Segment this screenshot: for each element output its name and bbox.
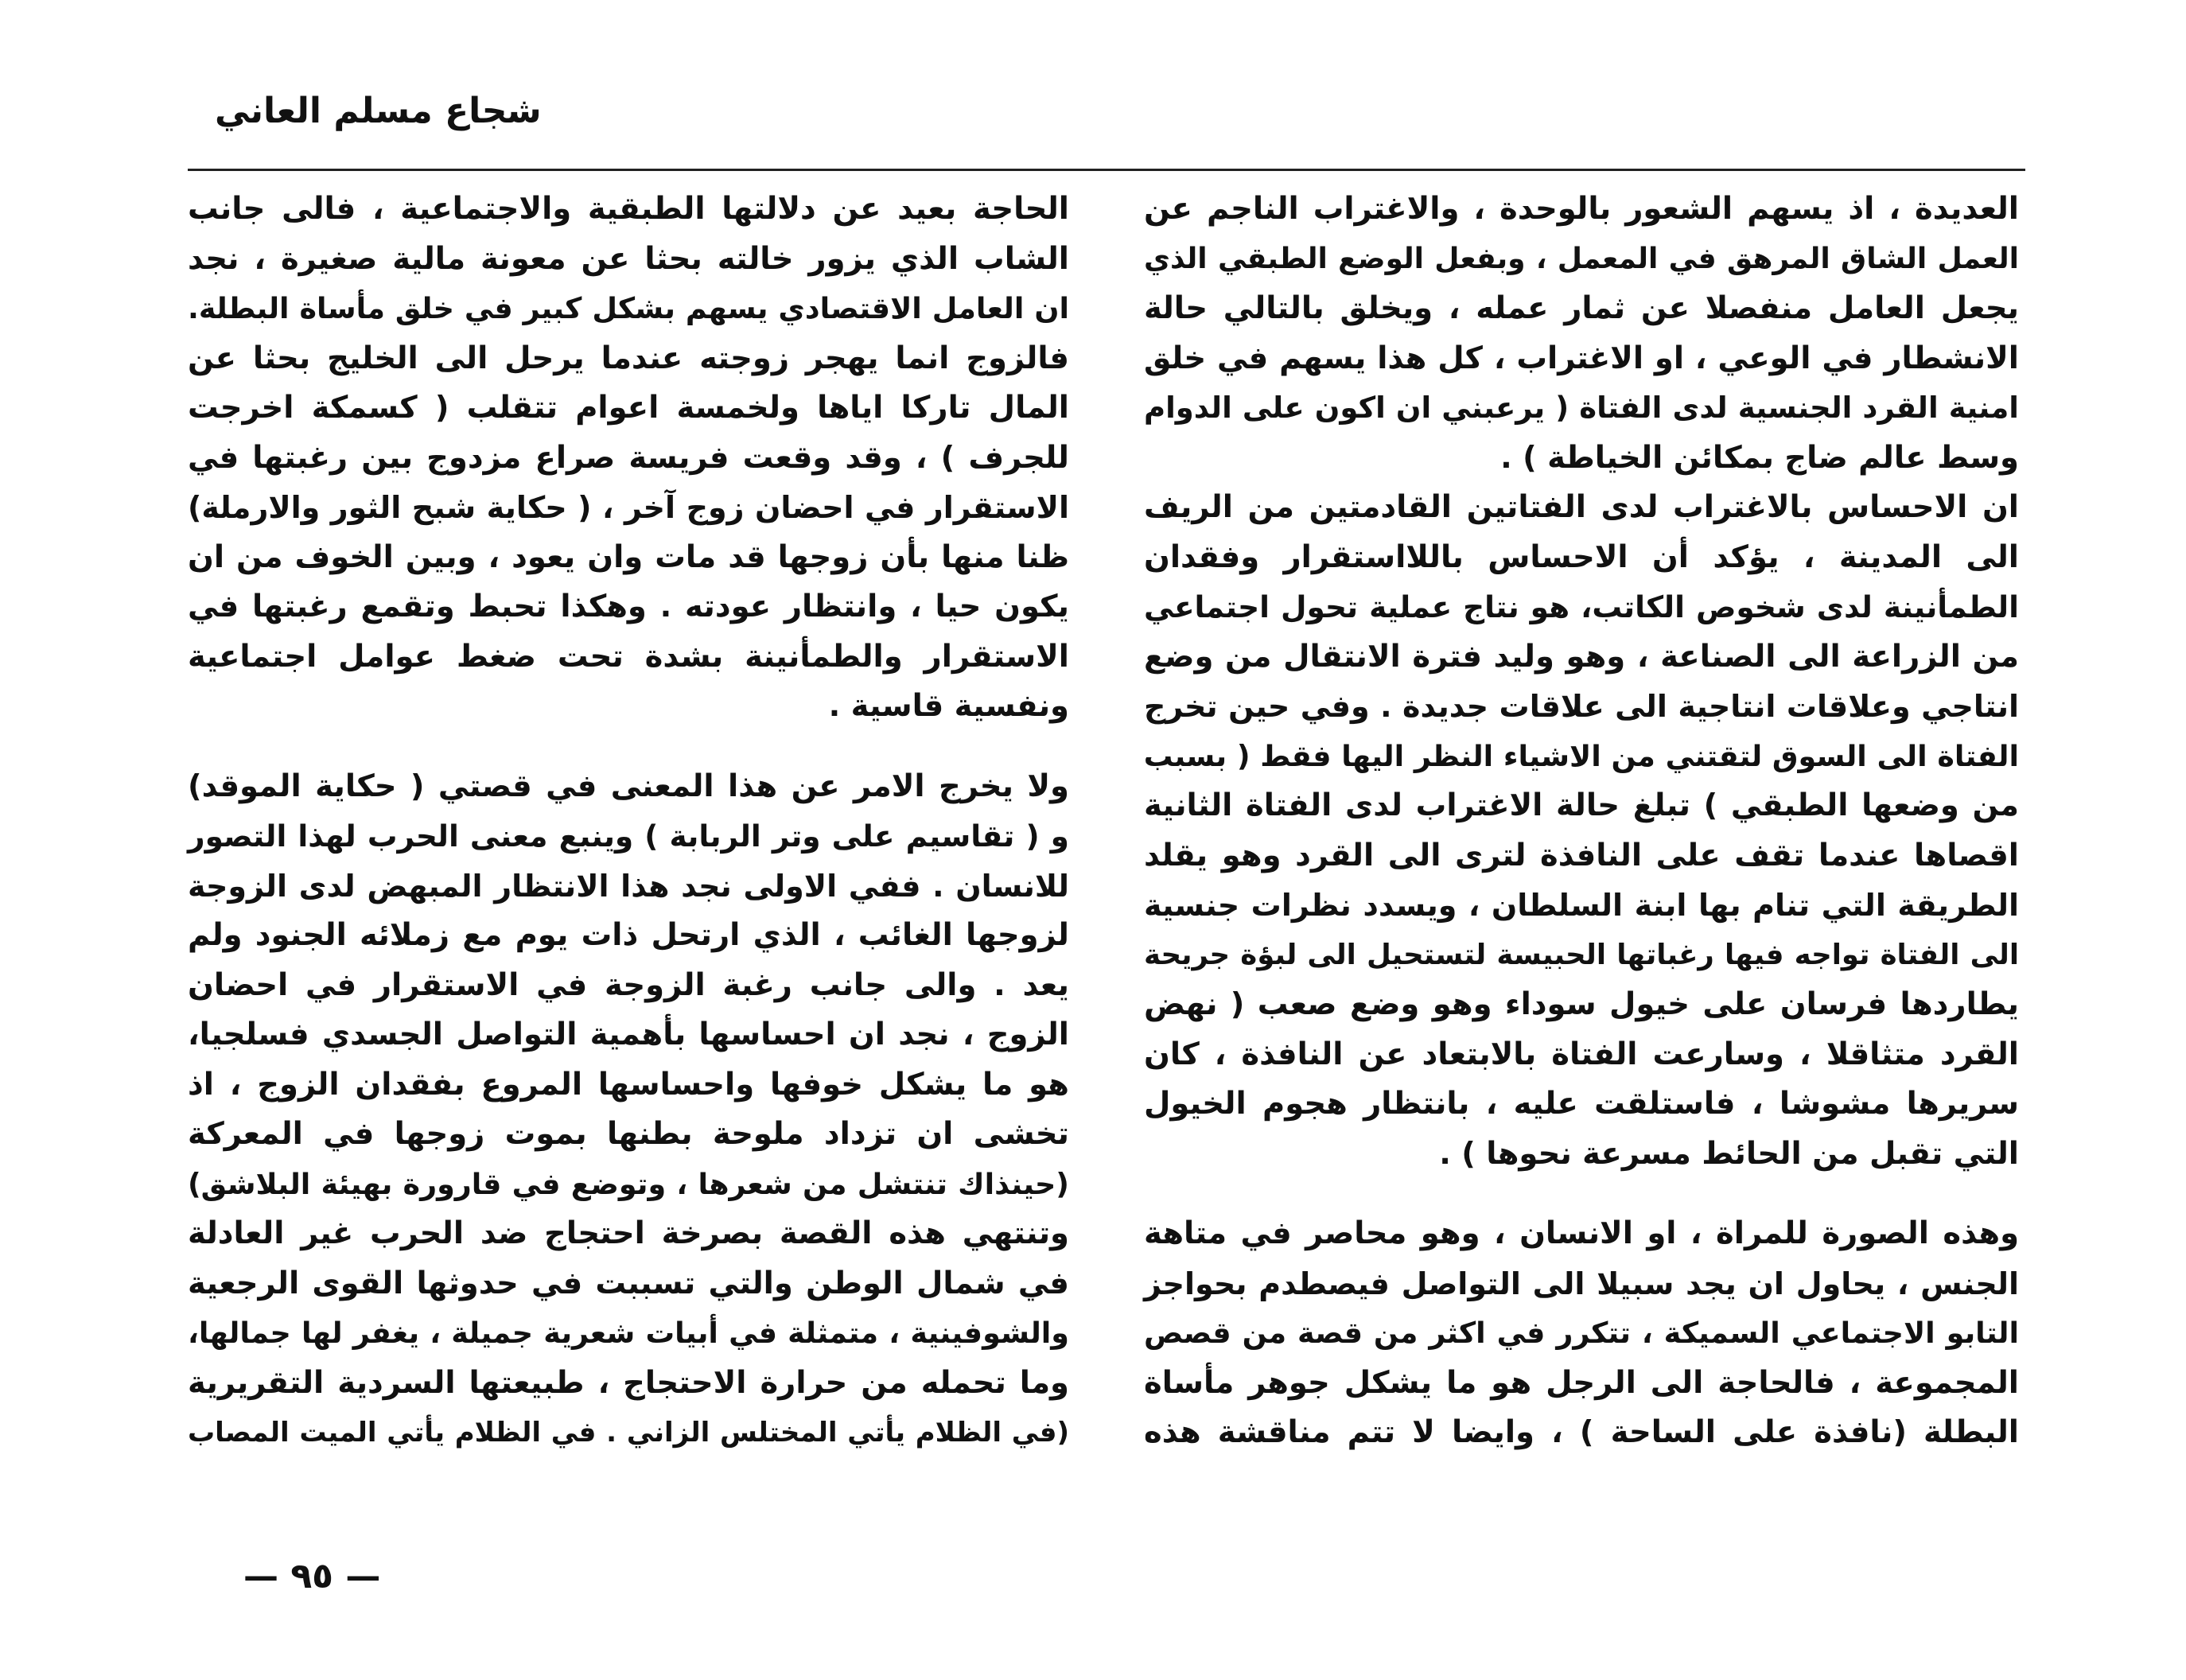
text-line: انتاجي وعلاقات انتاجية الى علاقات جديدة . وفي حين تخرج [1144,689,2019,724]
text-column-right [1144,185,2019,1458]
text-line: تخشى ان تزداد ملوحة بطنها بموت زوجها في المعركة [188,1116,1069,1152]
text-line: الطريقة التي تنام بها ابنة السلطان ، ويسدد نظرات جنسية [1144,888,2019,923]
text-line: والشوفينية ، متمثلة في أبيات شعرية جميلة ، يغفر لها جمالها، [188,1316,1069,1350]
text-line: ان الاحساس بالاغتراب لدى الفتاتين القادمتين من الريف [1144,489,2019,525]
text-line: الى المدينة ، يؤكد أن الاحساس باللااستقرار وفقدان [1144,539,2019,575]
paragraph [188,185,1069,732]
text-line: القرد متثاقلا ، وسارعت الفتاة بالابتعاد عن النافذة ، كان [1144,1036,2019,1072]
running-head-author: شجاع مسلم العاني [215,91,542,131]
text-line: المجموعة ، فالحاجة الى الرجل هو ما يشكل جوهر مأساة [1144,1364,2019,1401]
text-line: العديدة ، اذ يسهم الشعور بالوحدة ، والاغتراب الناجم عن [1144,191,2019,227]
text-line: اقصاها عندما تقف على النافذة لترى الى القرد وهو يقلد [1144,837,2019,873]
text-line: ظنا منها بأن زوجها قد مات وان يعود ، وبين الخوف من ان [188,539,1069,575]
text-line: من الزراعة الى الصناعة ، وهو وليد فترة الانتقال من وضع [1144,638,2019,675]
text-line: يطاردها فرسان على خيول سوداء وهو وضع صعب ( نهض [1144,986,2019,1022]
text-line: ونفسية قاسية . [828,688,1069,724]
text-line: يكون حيا ، وانتظار عودته . وهكذا تحبط وتقمع رغبتها في [188,589,1069,624]
paragraph-gap [188,732,1069,762]
text-line: يجعل العامل منفصلا عن ثمار عمله ، ويخلق بالتالي حالة [1144,290,2019,326]
text-line: من وضعها الطبقي ) تبلغ حالة الاغتراب لدى الفتاة الثانية [1144,788,2019,823]
text-line: (حينذاك تنتشل من شعرها ، وتوضع في قارورة بهيئة البلاشق) [188,1166,1069,1201]
text-line: و ( تقاسيم على وتر الربابة ) وينبع معنى الحرب لهذا التصور [188,819,1069,854]
text-line: الجنس ، يحاول ان يجد سبيلا الى التواصل فيصطدم بحواجز [1144,1266,2019,1301]
text-line: ولا يخرج الامر عن هذا المعنى في قصتي ( حكاية الموقد) [188,768,1069,804]
text-line: يعد . والى جانب رغبة الزوجة في الاستقرار في احضان [188,966,1069,1003]
text-line: الى الفتاة تواجه فيها رغباتها الحبيسة لتستحيل الى لبؤة جريحة [1144,938,2019,971]
text-line: لزوجها الغائب ، الذي ارتحل ذات يوم مع زملائه الجنود ولم [188,917,1069,953]
text-line: الانشطار في الوعي ، او الاغتراب ، كل هذا يسهم في خلق [1144,340,2019,376]
header-rule [188,169,2025,171]
text-line: للانسان . ففي الاولى نجد هذا الانتظار المبهض لدى الزوجة [188,868,1069,904]
text-line: الزوج ، نجد ان احساسها بأهمية التواصل الجسدي فسلجيا، [188,1017,1069,1052]
text-line: المال تاركا اياها ولخمسة اعوام تتقلب ( كسمكة اخرجت [188,390,1069,426]
text-line: هو ما يشكل خوفها واحساسها المروع بفقدان الزوج ، اذ [188,1066,1069,1102]
text-line: الاستقرار في احضان زوج آخر ، ( حكاية شبح الثور والارملة) [188,490,1069,525]
paragraph [1144,185,2019,483]
text-line: وما تحمله من حرارة الاحتجاج ، طبيعتها السردية التقريرية [188,1364,1069,1401]
text-line: ان العامل الاقتصادي يسهم بشكل كبير في خلق مأساة البطلة. [188,291,1069,325]
text-line: في شمال الوطن والتي تسببت في حدوثها القوى الرجعية [188,1265,1069,1301]
text-line: وهذه الصورة للمراة ، او الانسان ، وهو محاصر في متاهة [1144,1215,2019,1251]
text-line: الشاب الذي يزور خالته بحثا عن معونة مالية صغيرة ، نجد [188,240,1069,277]
text-line: فالزوج انما يهجر زوجته عندما يرحل الى الخليج بحثا عن [188,340,1069,376]
text-line: الاستقرار والطمأنينة بشدة تحت ضغط عوامل اجتماعية [188,638,1069,675]
text-line: الطمأنينة لدى شخوص الكاتب، هو نتاج عملية تحول اجتماعي [1144,589,2019,624]
text-line: وسط عالم ضاج بمكائن الخياطة ) . [1500,439,2019,476]
paragraph [1144,1209,2019,1458]
text-line: العمل الشاق المرهق في المعمل ، وبفعل الوضع الطبقي الذي [1144,242,2019,275]
text-line: البطلة (نافذة على الساحة ) ، وايضا لا تتم مناقشة هذه [1144,1414,2019,1450]
text-line: التي تقبل من الحائط مسرعة نحوها ) . [1439,1135,2019,1172]
text-line: سريرها مشوشا ، فاستلقت عليه ، بانتظار هجوم الخيول [1144,1086,2019,1122]
text-line: التابو الاجتماعي السميكة ، تتكرر في اكثر من قصة من قصص [1144,1316,2019,1350]
paragraph [1144,483,2019,1179]
text-line: الحاجة بعيد عن دلالتها الطبقية والاجتماعية ، فالى جانب [188,191,1069,227]
text-line: الفتاة الى السوق لتقتني من الاشياء النظر اليها فقط ( بسبب [1143,738,2019,773]
text-line: وتنتهي هذه القصة بصرخة احتجاج ضد الحرب غير العادلة [188,1215,1069,1251]
text-line: للجرف ) ، وقد وقعت فريسة صراع مزدوج بين رغبتها في [188,439,1069,476]
page-number: — ٩٥ — [243,1556,381,1596]
text-column-left [188,185,1069,1458]
paragraph-gap [1144,1179,2019,1209]
text-line: امنية القرد الجنسية لدى الفتاة ( يرعبني ان اكون على الدوام [1144,391,2019,425]
paragraph [188,762,1069,1458]
text-line: (في الظلام يأتي المختلس الزاني . في الظلام يأتي الميت المصاب [188,1417,1069,1449]
